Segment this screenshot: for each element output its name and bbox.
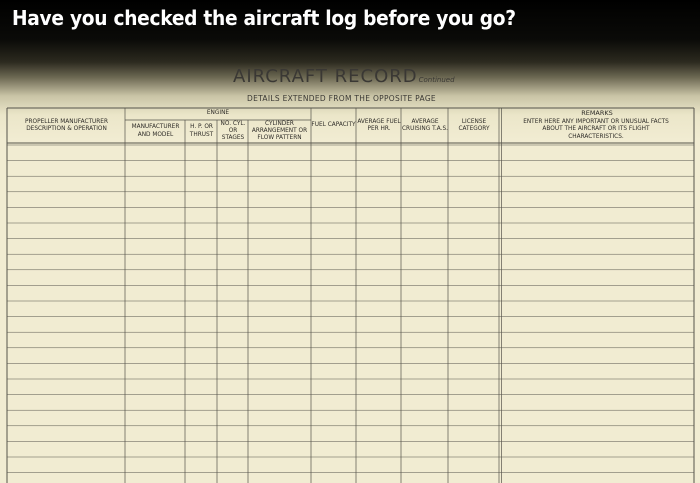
document-subtitle: DETAILS EXTENDED FROM THE OPPOSITE PAGE — [247, 94, 436, 103]
headline: Have you checked the aircraft log before you go? — [12, 6, 516, 30]
header-remarks-text: ENTER HERE ANY IMPORTANT OR UNUSUAL FACTS ABOUT THE AIRCRAFT OR ITS FLIGHT CHARACTERISTICS. — [523, 119, 669, 140]
header-cylinder: CYLINDER ARRANGEMENT OR FLOW PATTERN — [251, 120, 308, 142]
document-title-text: AIRCRAFT RECORD — [233, 66, 418, 87]
header-remarks: REMARKS — [581, 109, 613, 118]
header-manufacturer: MANUFACTURER AND MODEL — [131, 124, 180, 138]
header-propeller: PROPELLER MANUFACTURER DESCRIPTION & OPERATION — [25, 118, 108, 132]
header-fuel: FUEL CAPACITY — [311, 122, 356, 129]
header-license: LICENSE CATEGORY — [458, 118, 490, 132]
header-avg-cruise: AVERAGE CRUISING T.A.S. — [402, 118, 449, 132]
header-engine-group: ENGINE — [206, 109, 230, 116]
header-cyl: NO. CYL. OR STAGES — [220, 120, 246, 142]
header-avg-fuel: AVERAGE FUEL PER HR. — [357, 118, 401, 132]
document-title-suffix: Continued — [418, 76, 455, 84]
header-hp: H. P. OR THRUST — [189, 124, 214, 138]
